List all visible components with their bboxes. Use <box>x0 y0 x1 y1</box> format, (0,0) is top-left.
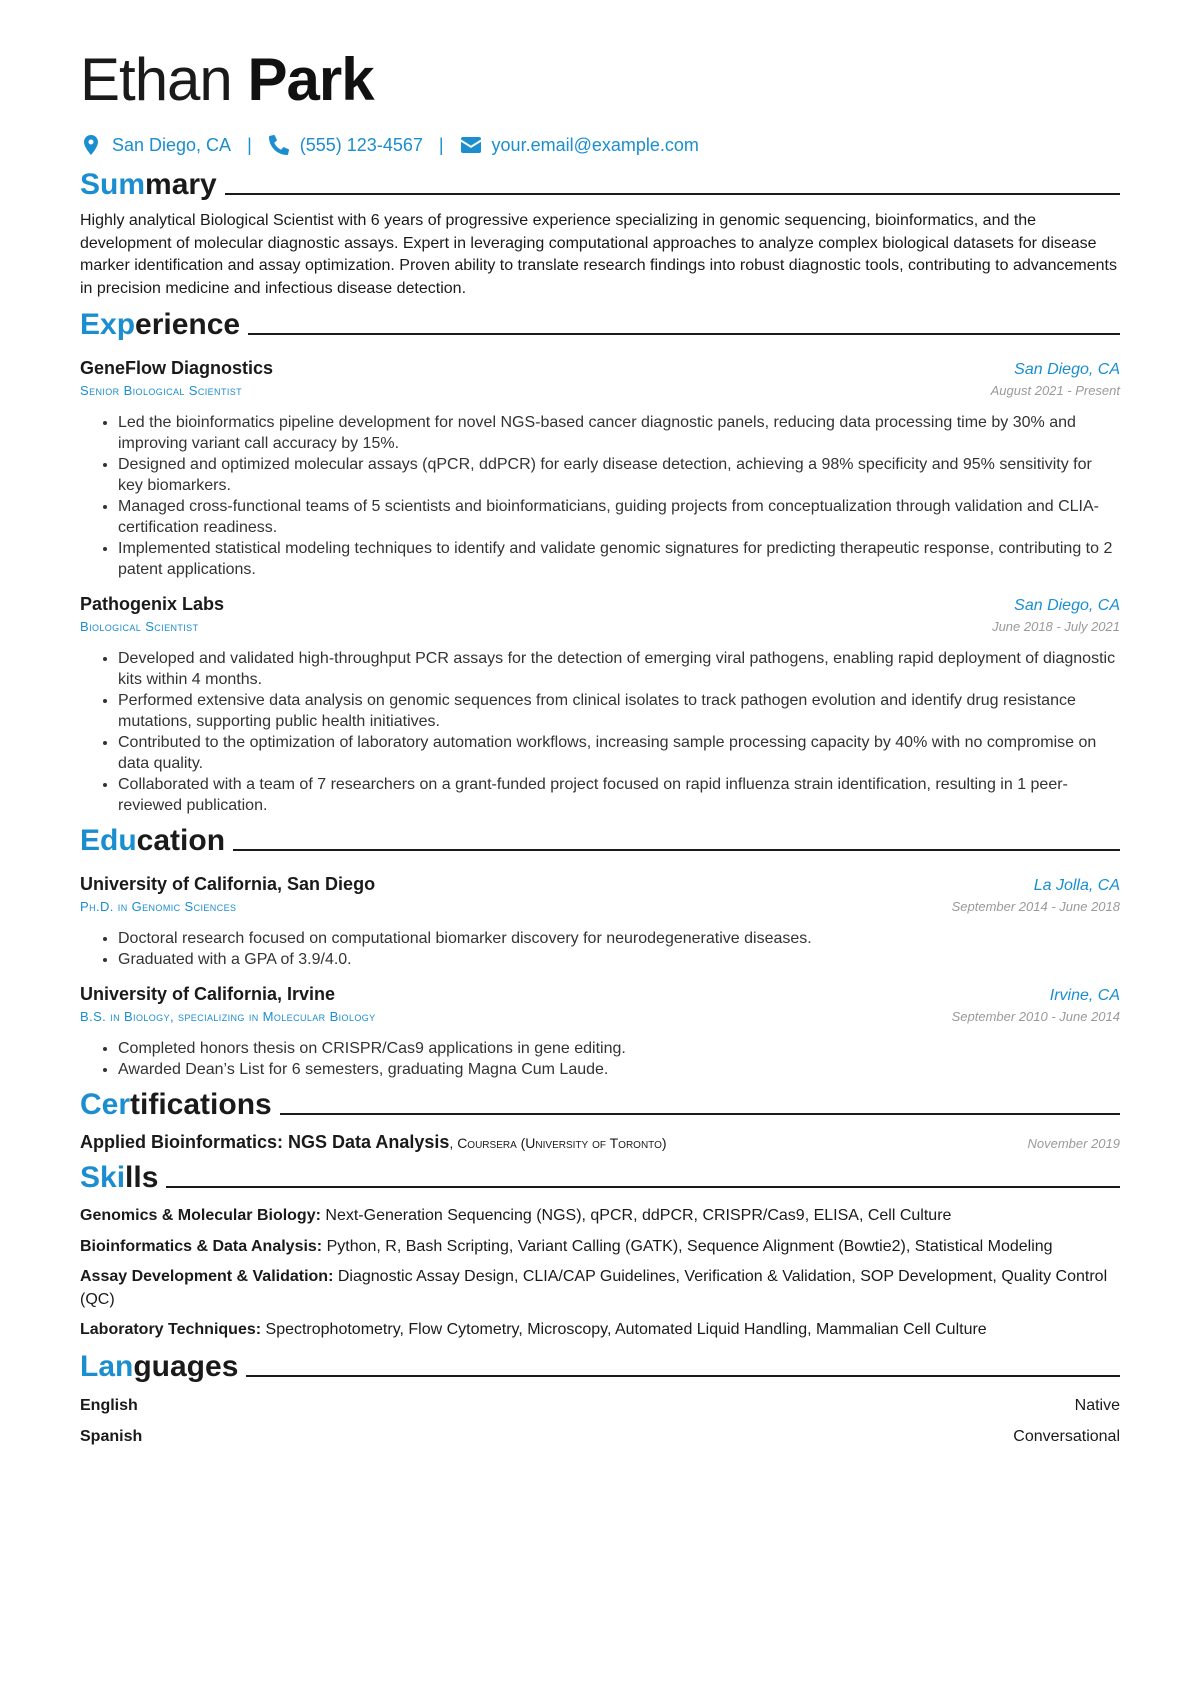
language-level: Native <box>1074 1396 1120 1414</box>
section-title <box>80 1086 272 1124</box>
skill-value: Diagnostic Assay Design, CLIA/CAP Guidelines, Verification & Validation, SOP Development, Quality Control (QC) <box>80 1268 1108 1308</box>
entry-dates: August 2021 - Present <box>990 383 1120 398</box>
education-section-header <box>80 822 1120 860</box>
list-item: • Implemented statistical modeling techniques to identify and validate genomic signatures for predicting therapeutic response, contributing to 2 patent applications. <box>118 538 1120 580</box>
certifications-section-header <box>80 1086 1120 1124</box>
skills-section-header <box>80 1159 1120 1197</box>
entry-dates: September 2014 - June 2018 <box>951 899 1120 914</box>
bullet-list <box>80 412 1120 580</box>
certification-text <box>80 1132 667 1153</box>
list-item: • Designed and optimized molecular assays (qPCR, ddPCR) for early disease detection, achieving a 98% specificity and 95% sensitivity for key biomarkers. <box>118 454 1120 496</box>
entry-subheader <box>80 380 1120 402</box>
section-divider <box>280 1113 1120 1115</box>
section-title <box>80 1159 158 1197</box>
list-item: • Contributed to the optimization of laboratory automation workflows, increasing sample processing capacity by 40% with no compromise on data quality. <box>118 732 1120 774</box>
skill-label: Genomics & Molecular Biology: <box>80 1207 321 1224</box>
skill-row <box>80 1319 1120 1342</box>
section-title-accent: Edu <box>80 824 137 857</box>
school-name: University of California, San Diego <box>80 874 376 894</box>
experience-section-header <box>80 306 1120 344</box>
job-title: Biological Scientist <box>80 619 199 634</box>
bullet-list <box>80 1038 1120 1080</box>
section-title-accent: Exp <box>80 308 136 341</box>
section-divider <box>246 1375 1120 1377</box>
section-divider <box>233 849 1120 851</box>
section-title <box>80 822 225 860</box>
entry-location: San Diego, CA <box>1014 361 1120 378</box>
education-entry <box>80 982 1120 1080</box>
list-item: • Managed cross-functional teams of 5 scientists and bioinformaticians, guiding projects from conceptualization through validation and CLIA-certification readiness. <box>118 496 1120 538</box>
section-title <box>80 306 240 344</box>
entry-header <box>80 592 1120 616</box>
language-name: Spanish <box>80 1427 143 1445</box>
entry-location: La Jolla, CA <box>1033 877 1120 894</box>
section-divider <box>248 333 1120 335</box>
contact-phone[interactable] <box>268 134 423 156</box>
list-item: • Graduated with a GPA of 3.9/4.0. <box>118 949 1120 970</box>
entry-subheader <box>80 1006 1120 1028</box>
section-divider <box>225 193 1120 195</box>
entry-header <box>80 356 1120 380</box>
skill-value: Python, R, Bash Scripting, Variant Calling (GATK), Sequence Alignment (Bowtie2), Statistical Modeling <box>326 1237 1053 1255</box>
list-item: • Completed honors thesis on CRISPR/Cas9 applications in gene editing. <box>118 1038 1120 1059</box>
contact-separator: | <box>247 134 252 155</box>
section-title <box>80 1348 238 1386</box>
skill-label: Laboratory Techniques: <box>80 1321 262 1338</box>
section-title-rest: mary <box>145 168 217 201</box>
section-divider <box>166 1186 1120 1188</box>
list-item: • Led the bioinformatics pipeline development for novel NGS-based cancer diagnostic panels, reducing data processing time by 30% and improving variant call accuracy by 15%. <box>118 412 1120 454</box>
entry-location: Irvine, CA <box>1049 987 1120 1004</box>
certification-issuer: Coursera (University of Toronto) <box>457 1135 667 1151</box>
section-title-accent: Cer <box>80 1088 131 1121</box>
company-name: GeneFlow Diagnostics <box>80 358 274 378</box>
language-name: English <box>80 1396 138 1414</box>
candidate-name <box>80 40 1120 120</box>
skill-label: Bioinformatics & Data Analysis: <box>80 1237 323 1255</box>
location-text: San Diego, CA <box>112 134 232 155</box>
contact-bar <box>80 130 1120 160</box>
section-title-rest: guages <box>133 1349 239 1383</box>
degree: B.S. in Biology, specializing in Molecular Biology <box>80 1009 376 1024</box>
summary-section-header <box>80 166 1120 204</box>
email-text: your.email@example.com <box>491 134 699 155</box>
language-row <box>80 1426 1120 1448</box>
experience-entry <box>80 356 1120 580</box>
section-title <box>80 166 217 204</box>
skill-row <box>80 1205 1120 1228</box>
entry-header <box>80 982 1120 1006</box>
list-item: • Doctoral research focused on computational biomarker discovery for neurodegenerative diseases. <box>118 928 1120 949</box>
entry-location: San Diego, CA <box>1014 597 1120 614</box>
list-item: • Awarded Dean’s List for 6 semesters, graduating Magna Cum Laude. <box>118 1059 1120 1080</box>
degree: Ph.D. in Genomic Sciences <box>80 899 237 914</box>
section-title-rest: cation <box>136 824 226 857</box>
language-level: Conversational <box>1013 1427 1120 1445</box>
entry-dates: September 2010 - June 2014 <box>951 1009 1120 1024</box>
contact-email[interactable] <box>460 134 699 156</box>
entry-subheader <box>80 896 1120 918</box>
contact-separator: | <box>438 134 444 155</box>
entry-dates: June 2018 - July 2021 <box>992 619 1120 634</box>
section-title-accent: Ski <box>80 1161 126 1194</box>
contact-location <box>80 134 231 156</box>
skill-value: Next-Generation Sequencing (NGS), qPCR, ddPCR, CRISPR/Cas9, ELISA, Cell Culture <box>325 1207 952 1224</box>
section-title-accent: Lan <box>80 1349 134 1383</box>
certification-entry <box>80 1132 1120 1153</box>
education-entry <box>80 872 1120 970</box>
summary-text: Highly analytical Biological Scientist with 6 years of progressive experience specializing in genomic sequencing, bioinformatics, and the development of molecular diagnostic assays. Expert in leveraging computational approaches to analyze complex biological datasets for disease marker identification and assay optimization. Proven ability to translate research findings into robust diagnostic tools, contributing to advancements in precision medicine and infectious disease detection. <box>80 212 1117 297</box>
map-pin-icon <box>80 134 102 156</box>
skill-row <box>80 1236 1120 1259</box>
envelope-icon <box>460 134 482 156</box>
language-row <box>80 1395 1120 1417</box>
job-title: Senior Biological Scientist <box>80 383 243 398</box>
skill-row <box>80 1266 1120 1311</box>
languages-section-header <box>80 1348 1120 1386</box>
entry-header <box>80 872 1120 896</box>
certification-comma: , <box>449 1135 458 1151</box>
section-title-rest: erience <box>135 308 241 341</box>
skill-label: Assay Development & Validation: <box>80 1268 334 1285</box>
certification-date: November 2019 <box>1027 1136 1120 1151</box>
section-title-rest: lls <box>125 1161 159 1194</box>
bullet-list <box>80 928 1120 970</box>
phone-icon <box>268 134 290 156</box>
company-name: Pathogenix Labs <box>80 594 225 614</box>
phone-text: (555) 123-4567 <box>299 134 423 155</box>
certification-title: Applied Bioinformatics: NGS Data Analysis <box>80 1132 450 1152</box>
list-item: • Performed extensive data analysis on genomic sequences from clinical isolates to track pathogen evolution and identify drug resistance mutations, supporting public health initiatives. <box>118 690 1120 732</box>
skill-value: Spectrophotometry, Flow Cytometry, Microscopy, Automated Liquid Handling, Mammalian Cell Culture <box>265 1321 987 1338</box>
list-item: • Collaborated with a team of 7 researchers on a grant-funded project focused on rapid influenza strain identification, resulting in 1 peer-reviewed publication. <box>118 774 1120 816</box>
list-item: • Developed and validated high-throughput PCR assays for the detection of emerging viral pathogens, enabling rapid deployment of diagnostic kits within 4 months. <box>118 648 1120 690</box>
entry-subheader <box>80 616 1120 638</box>
first-name: Ethan <box>80 46 232 113</box>
section-title-accent: Sum <box>80 168 146 201</box>
school-name: University of California, Irvine <box>80 984 336 1004</box>
bullet-list <box>80 648 1120 816</box>
section-title-rest: tifications <box>130 1088 272 1121</box>
experience-entry <box>80 592 1120 816</box>
last-name: Park <box>247 46 374 113</box>
